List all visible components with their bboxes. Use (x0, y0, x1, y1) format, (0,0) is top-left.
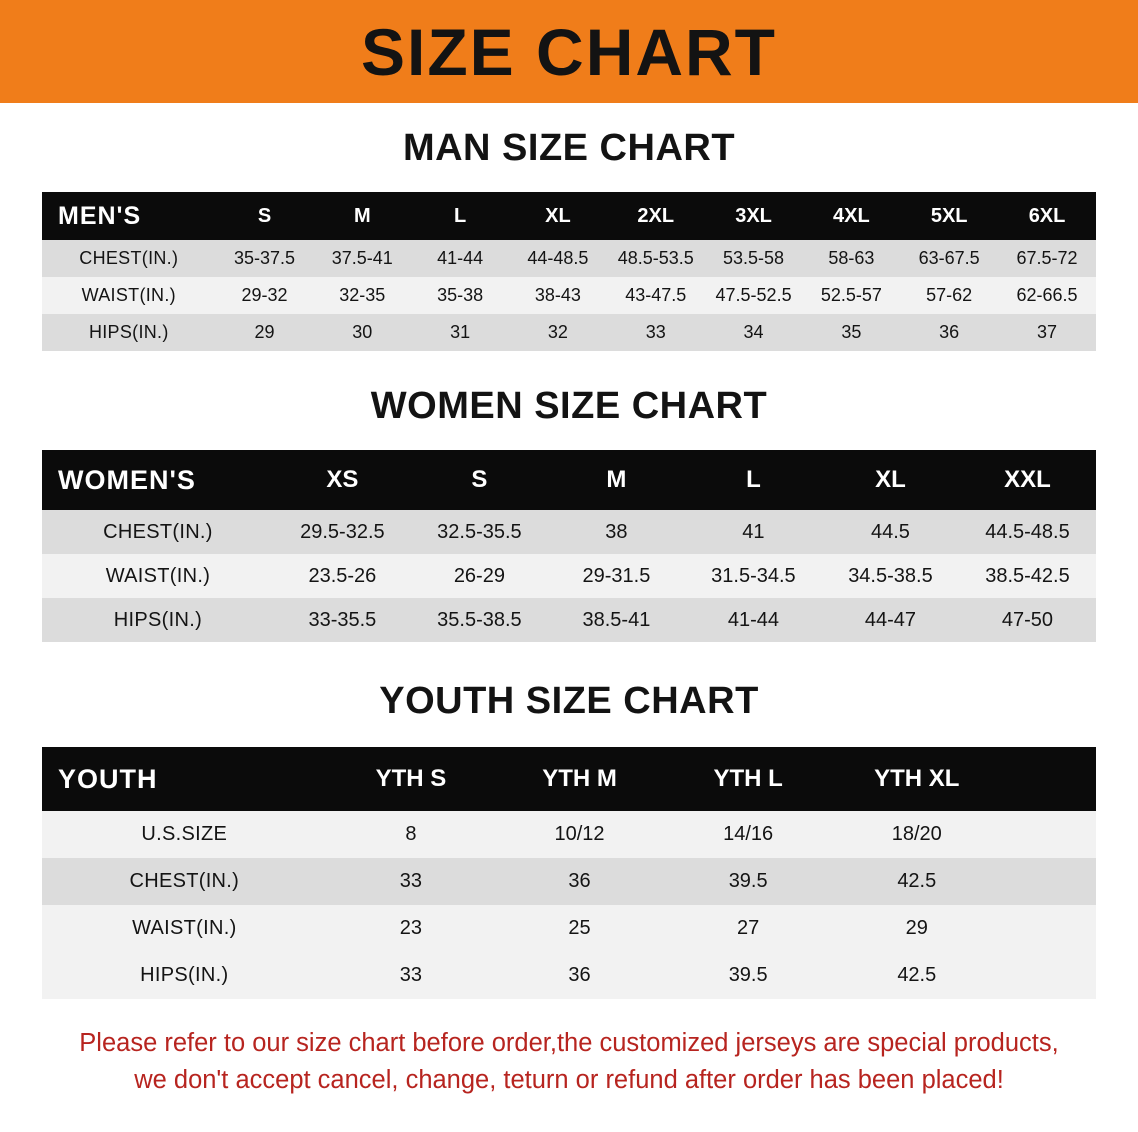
man-col-header: 5XL (930, 204, 968, 227)
youth-cell: 14/16 (723, 823, 774, 845)
youth-cell: 23 (399, 917, 423, 939)
women-cell: 38 (605, 520, 628, 543)
women-section-heading: WOMEN SIZE CHART (370, 385, 768, 427)
footer-note-line-1: Please refer to our size chart before order,the customized jerseys are special products, (79, 1029, 1059, 1057)
youth-cell: 33 (399, 964, 423, 986)
women-col-header: S (471, 466, 488, 493)
man-cell: 62-66.5 (1016, 285, 1078, 305)
youth-cell: 36 (568, 964, 591, 986)
man-cell: 57-62 (926, 285, 973, 305)
youth-cell: 29 (905, 917, 928, 939)
youth-col-header: YTH L (713, 765, 783, 792)
man-cell: 52.5-57 (820, 285, 882, 305)
women-cell: 41-44 (727, 608, 779, 631)
women-cell: 38.5-41 (582, 608, 651, 631)
man-cell: 38-43 (534, 285, 581, 305)
man-cell: 48.5-53.5 (617, 248, 694, 268)
youth-row-label: CHEST(IN.) (129, 870, 240, 892)
table-row (42, 554, 1096, 598)
youth-cell-spacer (1001, 905, 1096, 952)
women-row-label-header: WOMEN'S (58, 464, 196, 495)
man-cell: 37.5-41 (331, 248, 393, 268)
youth-cell-spacer (1001, 952, 1096, 999)
man-cell: 43-47.5 (625, 285, 687, 305)
page-banner (0, 0, 1138, 103)
man-cell: 33 (645, 322, 666, 342)
women-cell: 44-47 (864, 608, 917, 631)
youth-row-label: WAIST(IN.) (132, 917, 237, 939)
page-title: SIZE CHART (361, 14, 777, 89)
man-row-label: CHEST(IN.) (79, 248, 179, 268)
youth-cell: 10/12 (554, 823, 605, 845)
women-row-label: HIPS(IN.) (113, 608, 203, 631)
table-header-row (42, 747, 1096, 811)
man-cell: 34 (743, 322, 764, 342)
man-col-header: XL (545, 204, 571, 227)
footer-note-line-2: we don't accept cancel, change, teturn or refund after order has been placed! (134, 1065, 1004, 1094)
youth-cell: 27 (737, 917, 760, 939)
man-section-heading: MAN SIZE CHART (402, 127, 736, 169)
table-row (42, 905, 1096, 952)
youth-row-label: HIPS(IN.) (140, 964, 229, 986)
table-row (42, 952, 1096, 999)
man-cell: 29-32 (241, 285, 288, 305)
youth-row-label: U.S.SIZE (141, 823, 228, 845)
women-col-header: XXL (1004, 466, 1051, 493)
man-cell: 67.5-72 (1016, 248, 1078, 268)
women-cell: 41 (742, 520, 765, 543)
youth-cell: 42.5 (897, 964, 937, 986)
youth-cell: 8 (405, 823, 417, 845)
women-cell: 35.5-38.5 (437, 608, 522, 631)
man-row-label: HIPS(IN.) (88, 322, 169, 342)
man-cell: 31 (450, 322, 471, 342)
women-row-label: CHEST(IN.) (103, 520, 213, 543)
women-cell: 26-29 (453, 564, 505, 587)
man-cell: 36 (939, 322, 960, 342)
youth-cell-spacer (1001, 858, 1096, 905)
women-cell: 23.5-26 (308, 564, 377, 587)
women-cell: 44.5-48.5 (985, 520, 1070, 543)
youth-col-header: YTH S (375, 765, 447, 792)
man-cell: 29 (254, 322, 275, 342)
man-cell: 37 (1037, 322, 1058, 342)
women-table-wrap (0, 450, 1138, 642)
youth-cell: 18/20 (891, 823, 942, 845)
man-cell: 35-37.5 (233, 248, 296, 268)
table-row (42, 314, 1096, 351)
youth-row-label-header: YOUTH (58, 763, 158, 794)
youth-cell-spacer (1001, 811, 1096, 858)
man-cell: 35-38 (437, 285, 484, 305)
man-cell: 32-35 (339, 285, 386, 305)
women-cell: 29-31.5 (582, 564, 651, 587)
youth-cell: 25 (568, 917, 591, 939)
women-cell: 47-50 (1001, 608, 1054, 631)
women-cell: 32.5-35.5 (437, 520, 522, 543)
women-size-table (42, 450, 1096, 642)
women-col-header: L (746, 466, 761, 493)
man-col-header: 2XL (637, 204, 675, 227)
women-cell: 34.5-38.5 (848, 564, 933, 587)
man-col-header: 4XL (833, 204, 870, 227)
man-cell: 53.5-58 (723, 248, 785, 268)
table-row (42, 858, 1096, 905)
youth-cell: 39.5 (728, 964, 768, 986)
table-header-row (42, 192, 1096, 240)
man-col-header: S (257, 204, 272, 227)
man-cell: 35 (841, 322, 862, 342)
man-size-table (42, 192, 1096, 351)
man-col-header: M (353, 204, 371, 227)
youth-cell: 36 (568, 870, 591, 892)
table-row (42, 240, 1096, 277)
man-cell: 63-67.5 (918, 248, 980, 268)
youth-col-header: YTH XL (874, 765, 960, 792)
women-col-header: XL (875, 466, 906, 493)
man-cell: 47.5-52.5 (715, 285, 792, 305)
youth-cell: 42.5 (897, 870, 937, 892)
table-row (42, 598, 1096, 642)
man-row-label-header: MEN'S (58, 201, 142, 230)
footer-note (0, 1025, 1138, 1099)
man-row-label: WAIST(IN.) (81, 285, 176, 305)
women-cell: 44.5 (870, 520, 910, 543)
table-row (42, 811, 1096, 858)
table-row (42, 277, 1096, 314)
youth-cell: 39.5 (728, 870, 768, 892)
man-col-header: 3XL (735, 204, 772, 227)
youth-col-header: YTH M (542, 765, 617, 792)
women-row-label: WAIST(IN.) (105, 564, 211, 587)
man-cell: 32 (547, 322, 568, 342)
women-cell: 33-35.5 (308, 608, 377, 631)
table-row (42, 510, 1096, 554)
man-col-header: 6XL (1028, 204, 1066, 227)
man-cell: 44-48.5 (527, 248, 589, 268)
man-cell: 41-44 (437, 248, 484, 268)
women-cell: 29.5-32.5 (300, 520, 385, 543)
youth-cell: 33 (399, 870, 423, 892)
man-col-header: L (454, 204, 467, 227)
women-cell: 38.5-42.5 (985, 564, 1070, 587)
youth-section-heading: YOUTH SIZE CHART (379, 680, 759, 722)
man-cell: 30 (352, 322, 373, 342)
women-col-header: XS (326, 466, 359, 493)
women-cell: 31.5-34.5 (711, 564, 796, 587)
man-table-wrap (0, 192, 1138, 351)
youth-size-table (42, 747, 1096, 999)
women-col-header: M (606, 466, 627, 493)
youth-table-wrap (0, 747, 1138, 999)
youth-col-header-spacer (1001, 747, 1096, 811)
man-cell: 58-63 (828, 248, 875, 268)
table-header-row (42, 450, 1096, 510)
